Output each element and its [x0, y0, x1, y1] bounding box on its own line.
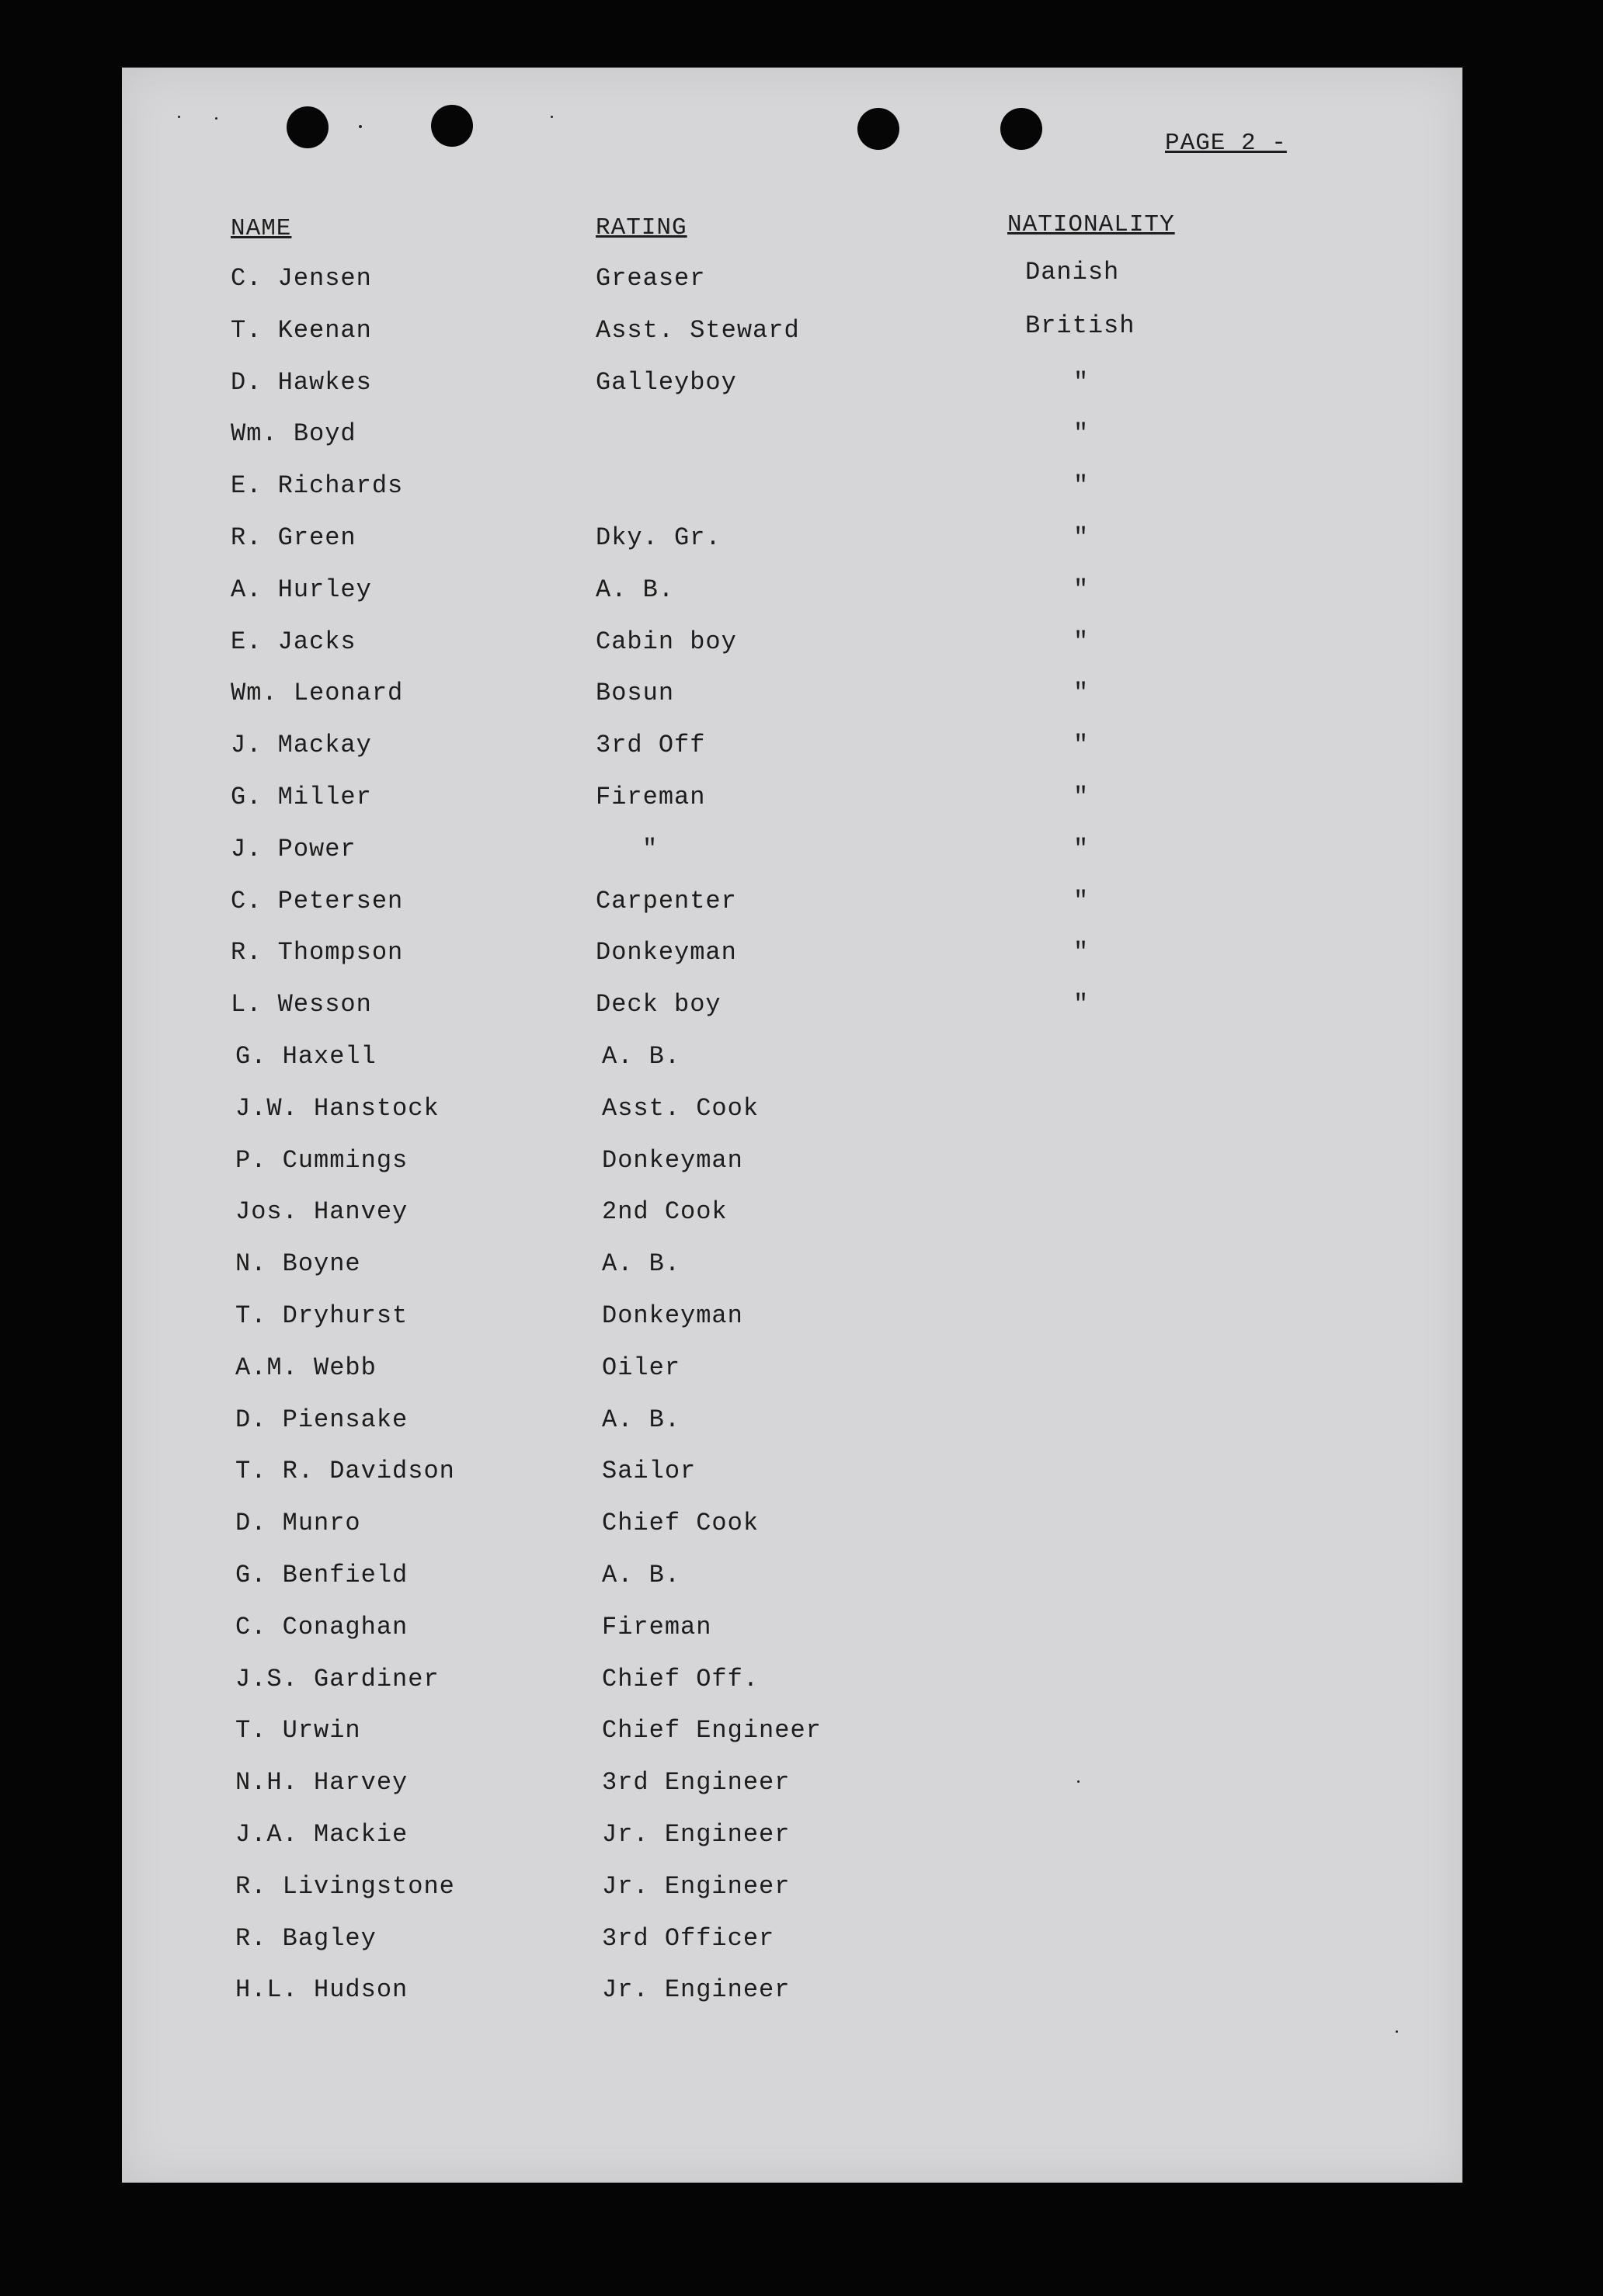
table-row — [122, 1509, 1462, 1555]
crew-name: T. Keenan — [231, 316, 372, 345]
punch-hole-4 — [1000, 108, 1042, 150]
crew-nationality: " — [1073, 938, 1090, 967]
crew-name: C. Jensen — [231, 264, 372, 293]
crew-rating: Dky. Gr. — [596, 523, 722, 552]
crew-nationality: " — [1073, 731, 1090, 759]
punch-hole-2 — [431, 105, 473, 147]
crew-rating: Deck boy — [596, 990, 722, 1019]
crew-rating: Asst. Steward — [596, 316, 800, 345]
crew-name: J.S. Gardiner — [235, 1665, 440, 1693]
table-row — [122, 1249, 1462, 1296]
table-row — [122, 1457, 1462, 1503]
table-row — [122, 368, 1462, 415]
crew-name: Jos. Hanvey — [235, 1197, 409, 1226]
table-row — [122, 419, 1462, 466]
crew-rating: 3rd Engineer — [602, 1768, 791, 1797]
crew-name: N. Boyne — [235, 1249, 361, 1278]
crew-nationality: " — [1073, 887, 1090, 915]
crew-name: Wm. Leonard — [231, 679, 404, 707]
table-row — [122, 679, 1462, 725]
crew-name: J.W. Hanstock — [235, 1094, 440, 1123]
crew-nationality: " — [1073, 990, 1090, 1019]
table-row — [122, 1094, 1462, 1141]
crew-rating: A. B. — [596, 575, 675, 604]
crew-name: A. Hurley — [231, 575, 372, 604]
table-row — [122, 1197, 1462, 1244]
crew-rating: A. B. — [602, 1561, 681, 1589]
crew-name: J. Mackay — [231, 731, 372, 759]
crew-nationality: British — [1025, 311, 1135, 340]
crew-rating: Chief Off. — [602, 1665, 760, 1693]
speck — [215, 117, 217, 120]
crew-nationality: " — [1073, 679, 1090, 707]
table-row — [122, 1301, 1462, 1348]
crew-nationality: " — [1073, 627, 1090, 656]
crew-nationality: Danish — [1025, 258, 1120, 287]
table-row — [122, 731, 1462, 777]
crew-rating: " — [642, 835, 659, 863]
table-row — [122, 471, 1462, 518]
crew-name: E. Jacks — [231, 627, 356, 656]
crew-rating: Sailor — [602, 1457, 697, 1485]
crew-rating: Jr. Engineer — [602, 1975, 791, 2004]
table-row — [122, 258, 1462, 311]
crew-name: P. Cummings — [235, 1146, 409, 1175]
table-row — [122, 1768, 1462, 1815]
table-row — [122, 311, 1462, 363]
crew-nationality: " — [1073, 368, 1090, 397]
crew-rating: Jr. Engineer — [602, 1872, 791, 1901]
table-row — [122, 1975, 1462, 2022]
column-header-rating: RATING — [596, 214, 687, 241]
crew-rating: Fireman — [602, 1613, 712, 1641]
table-row — [122, 1405, 1462, 1452]
table-row — [122, 627, 1462, 674]
table-row — [122, 1042, 1462, 1089]
punch-hole-1 — [287, 106, 329, 148]
table-row — [122, 938, 1462, 985]
crew-rating: Greaser — [596, 264, 706, 293]
crew-nationality: " — [1073, 835, 1090, 863]
crew-rating: Oiler — [602, 1353, 681, 1382]
crew-rating: Cabin boy — [596, 627, 737, 656]
document-page — [122, 68, 1462, 2183]
crew-rating: Chief Engineer — [602, 1716, 822, 1745]
crew-nationality: " — [1073, 783, 1090, 811]
table-row — [122, 835, 1462, 881]
table-row — [122, 783, 1462, 829]
page-label: PAGE 2 - — [1165, 130, 1287, 157]
crew-rating: Jr. Engineer — [602, 1820, 791, 1849]
crew-name: A.M. Webb — [235, 1353, 377, 1382]
crew-name: C. Conaghan — [235, 1613, 409, 1641]
crew-rating: Donkeyman — [596, 938, 737, 967]
crew-rating: Carpenter — [596, 887, 737, 915]
table-row — [122, 1353, 1462, 1400]
table-row — [122, 1716, 1462, 1763]
crew-rating: Asst. Cook — [602, 1094, 760, 1123]
crew-name: Wm. Boyd — [231, 419, 356, 448]
table-row — [122, 1561, 1462, 1607]
crew-name: D. Hawkes — [231, 368, 372, 397]
crew-nationality: " — [1073, 471, 1090, 500]
crew-nationality: " — [1073, 419, 1090, 448]
table-row — [122, 1872, 1462, 1919]
column-header-name: NAME — [231, 215, 292, 242]
crew-name: R. Livingstone — [235, 1872, 455, 1901]
table-row — [122, 1665, 1462, 1711]
crew-name: D. Munro — [235, 1509, 361, 1537]
crew-name: E. Richards — [231, 471, 404, 500]
speck — [551, 116, 553, 118]
speck — [1396, 2030, 1398, 2033]
table-row — [122, 1613, 1462, 1659]
crew-rating: Fireman — [596, 783, 706, 811]
table-row — [122, 523, 1462, 570]
crew-name: G. Benfield — [235, 1561, 409, 1589]
crew-rating: A. B. — [602, 1249, 681, 1278]
crew-name: H.L. Hudson — [235, 1975, 409, 2004]
crew-name: T. Urwin — [235, 1716, 361, 1745]
crew-nationality: " — [1073, 575, 1090, 604]
table-row — [122, 1924, 1462, 1971]
crew-name: T. Dryhurst — [235, 1301, 409, 1330]
crew-rating: Donkeyman — [602, 1301, 743, 1330]
crew-name: L. Wesson — [231, 990, 372, 1019]
speck — [178, 116, 180, 118]
punch-hole-3 — [857, 108, 899, 150]
crew-rating: 3rd Officer — [602, 1924, 775, 1953]
crew-rating: Donkeyman — [602, 1146, 743, 1175]
crew-rating: 2nd Cook — [602, 1197, 728, 1226]
crew-rating: Chief Cook — [602, 1509, 760, 1537]
crew-name: N.H. Harvey — [235, 1768, 409, 1797]
speck — [359, 125, 362, 128]
crew-name: T. R. Davidson — [235, 1457, 455, 1485]
table-row — [122, 575, 1462, 622]
table-row — [122, 1820, 1462, 1867]
table-row — [122, 990, 1462, 1037]
column-header-nationality: NATIONALITY — [1007, 211, 1175, 238]
crew-name: G. Miller — [231, 783, 372, 811]
crew-rating: A. B. — [602, 1042, 681, 1071]
crew-name: R. Thompson — [231, 938, 404, 967]
crew-rating: Bosun — [596, 679, 675, 707]
crew-name: R. Green — [231, 523, 356, 552]
crew-name: C. Petersen — [231, 887, 404, 915]
crew-rating: A. B. — [602, 1405, 681, 1434]
crew-rating: Galleyboy — [596, 368, 737, 397]
crew-rating: 3rd Off — [596, 731, 706, 759]
crew-name: J. Power — [231, 835, 356, 863]
crew-nationality: " — [1073, 523, 1090, 552]
crew-name: J.A. Mackie — [235, 1820, 409, 1849]
crew-name: D. Piensake — [235, 1405, 409, 1434]
table-row — [122, 1146, 1462, 1193]
table-row — [122, 887, 1462, 933]
crew-name: R. Bagley — [235, 1924, 377, 1953]
crew-name: G. Haxell — [235, 1042, 377, 1071]
